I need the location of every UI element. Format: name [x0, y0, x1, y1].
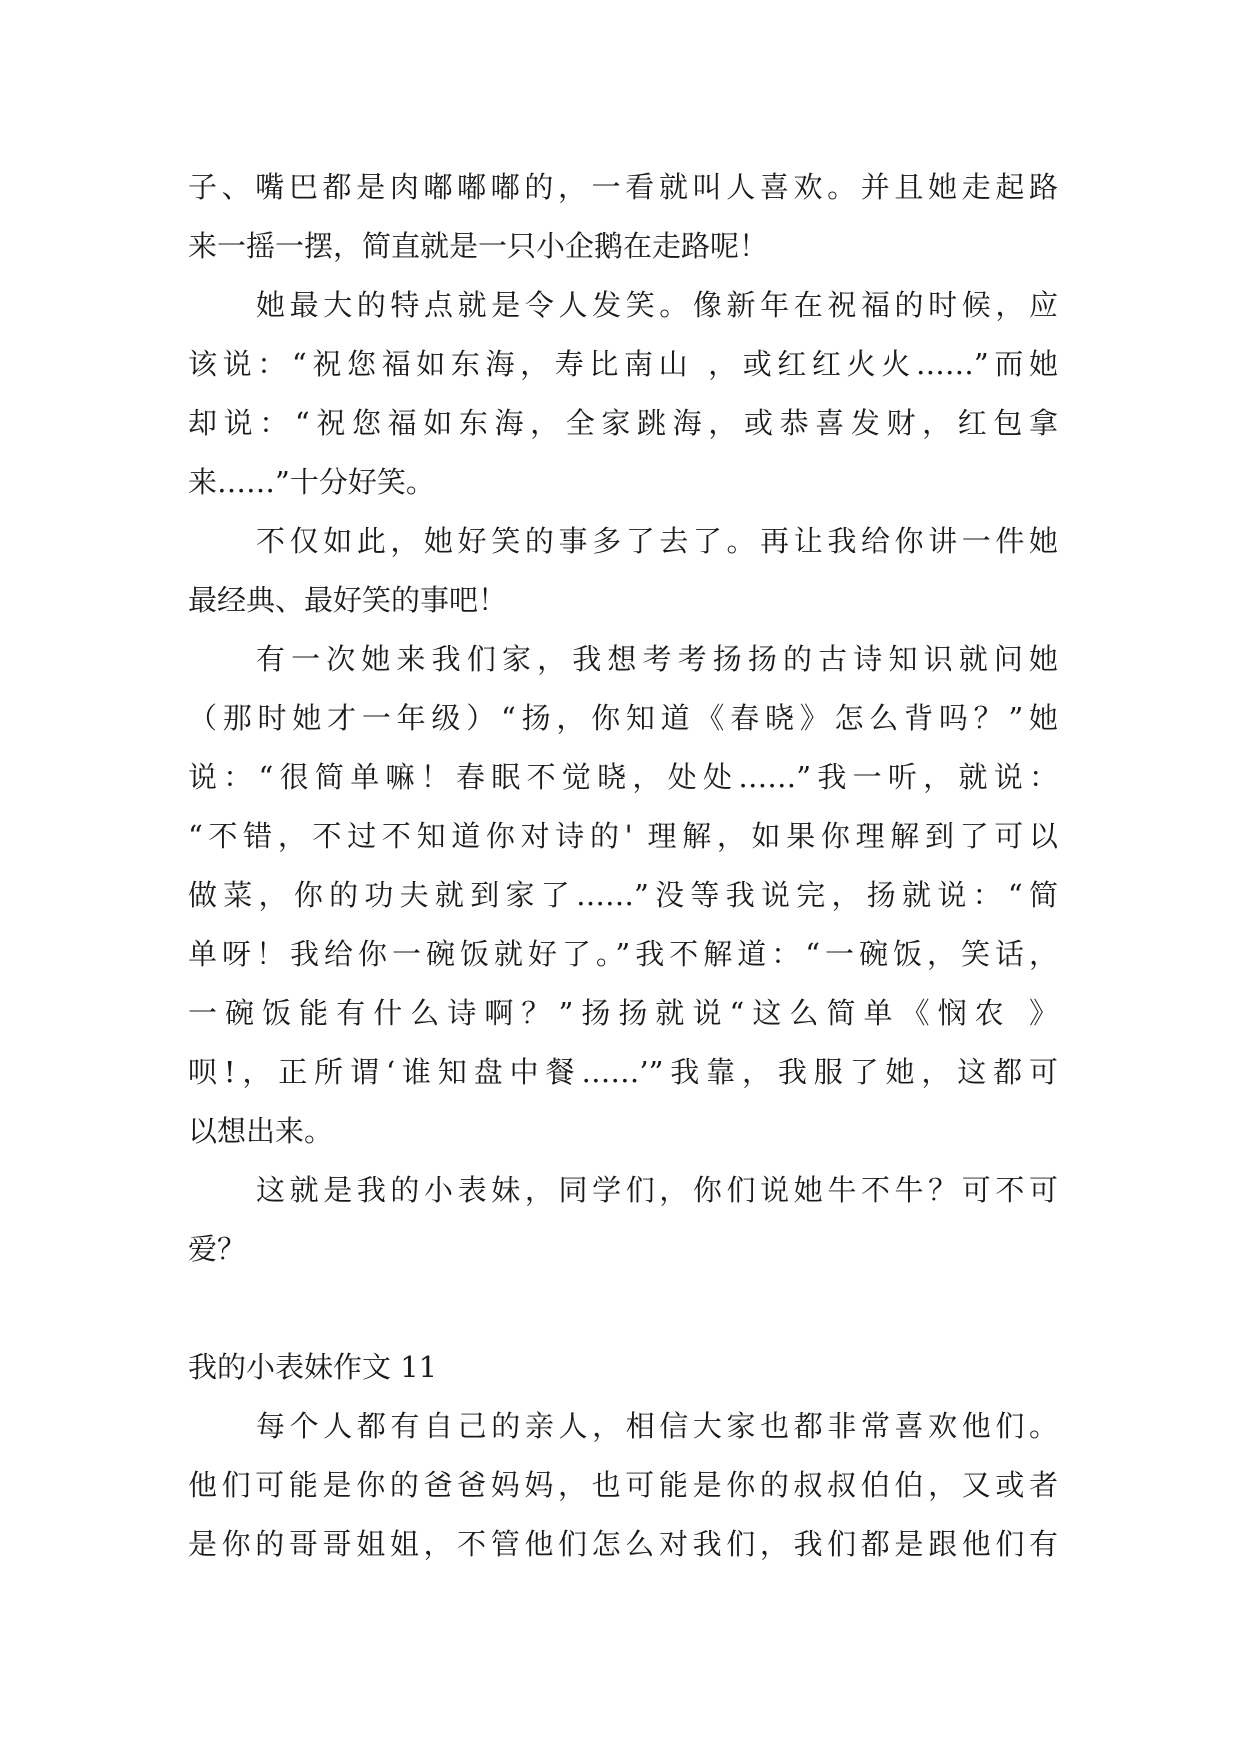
text-line: 每个人都有自己的亲人，相信大家也都非常喜欢他们。 [256, 1409, 1058, 1443]
paragraph [188, 158, 1058, 276]
text-line: 不仅如此，她好笑的事多了去了。再让我给你讲一件她 [256, 524, 1058, 558]
section-title: 我的小表妹作文 11 [188, 1350, 438, 1384]
text-line: 是你的哥哥姐姐，不管他们怎么对我们，我们都是跟他们有 [188, 1527, 1058, 1561]
blank-line [188, 1279, 1058, 1338]
text-line: 单呀！我给你一碗饭就好了。”我不解道：“一碗饭，笑话， [188, 937, 1058, 971]
paragraph [188, 1397, 1058, 1574]
text-line: 该说：“祝您福如东海，寿比南山 ，或红红火火……”而她 [188, 347, 1058, 381]
text-line: 有一次她来我们家，我想考考扬扬的古诗知识就问她 [256, 642, 1058, 676]
paragraph [188, 1161, 1058, 1279]
text-line: 他们可能是你的爸爸妈妈，也可能是你的叔叔伯伯，又或者 [188, 1468, 1058, 1502]
text-line: 来一摇一摆，简直就是一只小企鹅在走路呢！ [188, 229, 769, 263]
text-line: 以想出来。 [188, 1114, 334, 1148]
text-line: 这就是我的小表妹，同学们，你们说她牛不牛？可不可 [256, 1173, 1058, 1207]
text-line: 爱？ [188, 1232, 247, 1266]
text-line: 做菜，你的功夫就到家了……”没等我说完，扬就说：“简 [188, 878, 1058, 912]
paragraph [188, 276, 1058, 512]
text-line: 呗!，正所谓‘谁知盘中餐……’”我靠，我服了她，这都可 [188, 1055, 1058, 1089]
text-line: 说：“很简单嘛！春眠不觉晓，处处……”我一听，就说： [188, 760, 1058, 794]
paragraph [188, 512, 1058, 630]
text-line: （那时她才一年级）“扬，你知道《春晓》怎么背吗？”她 [188, 701, 1058, 735]
text-line: 她最大的特点就是令人发笑。像新年在祝福的时候，应 [256, 288, 1058, 322]
text-line: “不错，不过不知道你对诗的' 理解，如果你理解到了可以 [188, 819, 1058, 853]
paragraph [188, 630, 1058, 1161]
text-line: 子、嘴巴都是肉嘟嘟嘟的，一看就叫人喜欢。并且她走起路 [188, 170, 1058, 204]
text-line: 最经典、最好笑的事吧！ [188, 583, 508, 617]
text-line: 却说：“祝您福如东海，全家跳海，或恭喜发财，红包拿 [188, 406, 1058, 440]
text-line: 一碗饭能有什么诗啊？”扬扬就说“这么简单《悯农 》 [188, 996, 1058, 1030]
text-line: 来……”十分好笑。 [188, 465, 435, 499]
document-body [188, 158, 1058, 1574]
